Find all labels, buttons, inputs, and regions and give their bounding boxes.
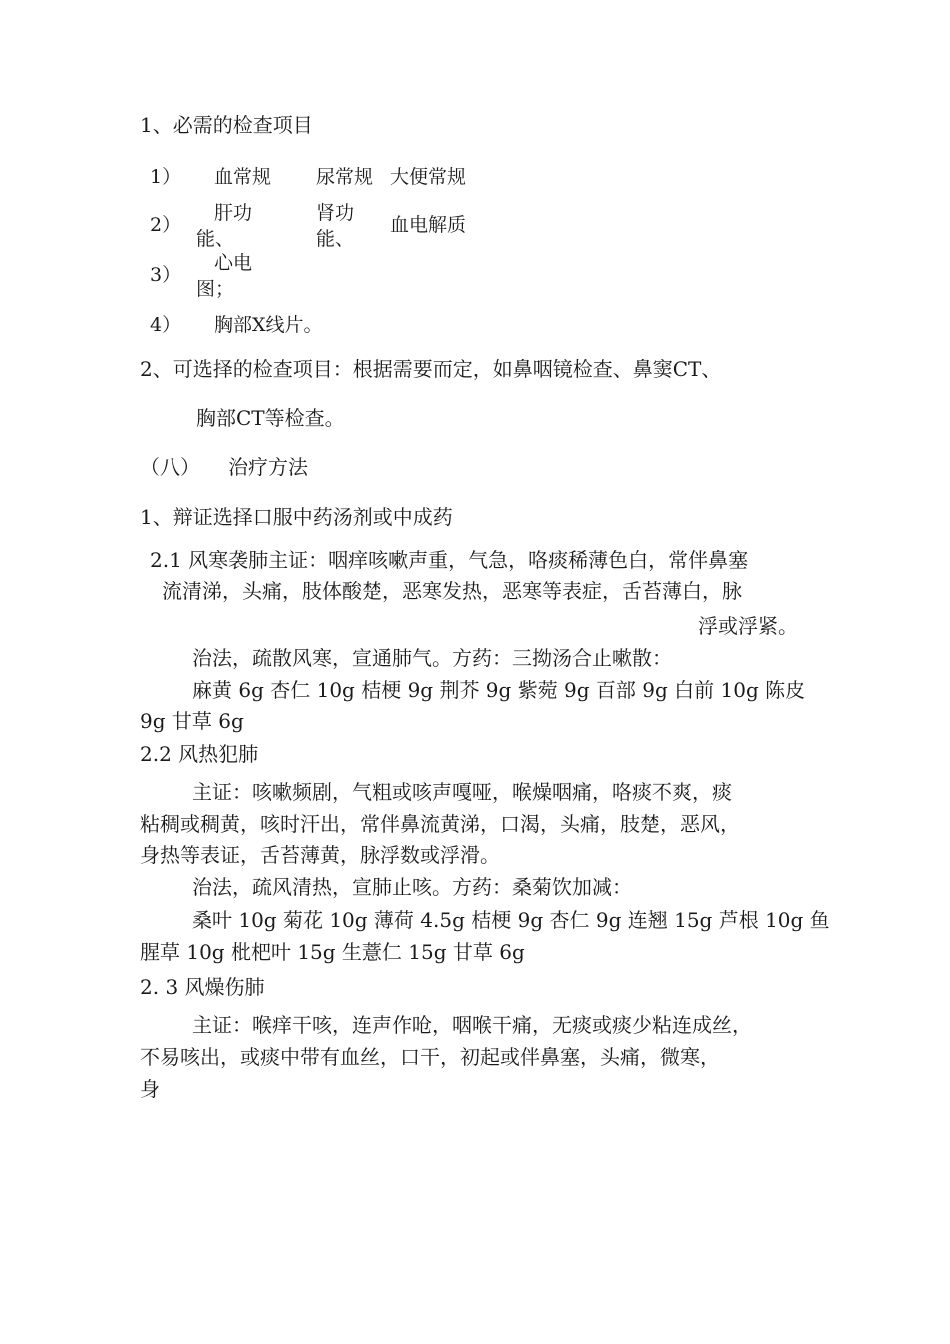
list-cell: 尿常规: [316, 166, 374, 187]
list-number: 1）: [150, 166, 182, 188]
paragraph-line: 治法，疏散风寒，宣通肺气。方药：三拗汤合止嗽散：: [192, 646, 672, 670]
paragraph-line: 流清涕，头痛，肢体酸楚，恶寒发热，恶寒等表症，舌苔薄白，脉: [162, 579, 742, 603]
paragraph-line: 浮或浮紧。: [698, 614, 798, 638]
paragraph-line: 2、可选择的检查项目：根据需要而定，如鼻咽镜检查、鼻窦CT、: [140, 357, 722, 381]
subsection-heading: 2.2 风热犯肺: [140, 742, 259, 766]
paragraph-line: 治法，疏风清热，宣肺止咳。方药：桑菊饮加减：: [192, 875, 632, 899]
list-cell: 血电解质: [390, 214, 467, 236]
paragraph-line: 胸部CT等检查。: [196, 406, 345, 430]
paragraph-line: 麻黄 6g 杏仁 10g 桔梗 9g 荆芥 9g 紫菀 9g 百部 9g 白前 10g 陈皮: [192, 678, 806, 702]
section-number: （八）: [140, 455, 200, 479]
section-heading: 1、必需的检查项目: [140, 113, 313, 137]
paragraph-line: 身热等表证，舌苔薄黄，脉浮数或浮滑。: [140, 843, 500, 867]
paragraph-line: 腥草 10g 枇杷叶 15g 生薏仁 15g 甘草 6g: [140, 940, 525, 964]
list-cell: 肝功能、: [196, 202, 253, 250]
list-cell: 肾功能、: [316, 202, 355, 250]
paragraph-line: 桑叶 10g 菊花 10g 薄荷 4.5g 桔梗 9g 杏仁 9g 连翘 15g 芦根 10g 鱼: [192, 908, 830, 932]
list-number: 3）: [150, 264, 182, 286]
list-cell: 心电图；: [196, 252, 253, 300]
list-number: 2）: [150, 214, 182, 236]
paragraph-line: 粘稠或稠黄，咳时汗出，常伴鼻流黄涕，口渴，头痛，肢楚，恶风，: [140, 812, 740, 836]
paragraph-line: 9g 甘草 6g: [140, 709, 244, 733]
paragraph-line: 2.1 风寒袭肺主证：咽痒咳嗽声重，气急，咯痰稀薄色白，常伴鼻塞: [150, 548, 749, 572]
paragraph-line: 主证：咳嗽频剧，气粗或咳声嘎哑，喉燥咽痛，咯痰不爽，痰: [192, 780, 732, 804]
paragraph-line: 1、辩证选择口服中药汤剂或中成药: [140, 505, 453, 529]
paragraph-line: 不易咳出，或痰中带有血丝，口干，初起或伴鼻塞，头痛，微寒，: [140, 1045, 720, 1069]
paragraph-line: 身: [140, 1077, 160, 1101]
section-heading: 治疗方法: [228, 455, 308, 479]
list-cell: 大便常规: [390, 166, 467, 188]
list-cell: 血常规: [214, 166, 272, 187]
subsection-heading: 2. 3 风燥伤肺: [140, 975, 265, 999]
paragraph-line: 主证：喉痒干咳，连声作呛，咽喉干痛，无痰或痰少粘连成丝，: [192, 1013, 752, 1037]
list-cell: 胸部X线片。: [214, 314, 323, 336]
list-number: 4）: [150, 314, 182, 336]
